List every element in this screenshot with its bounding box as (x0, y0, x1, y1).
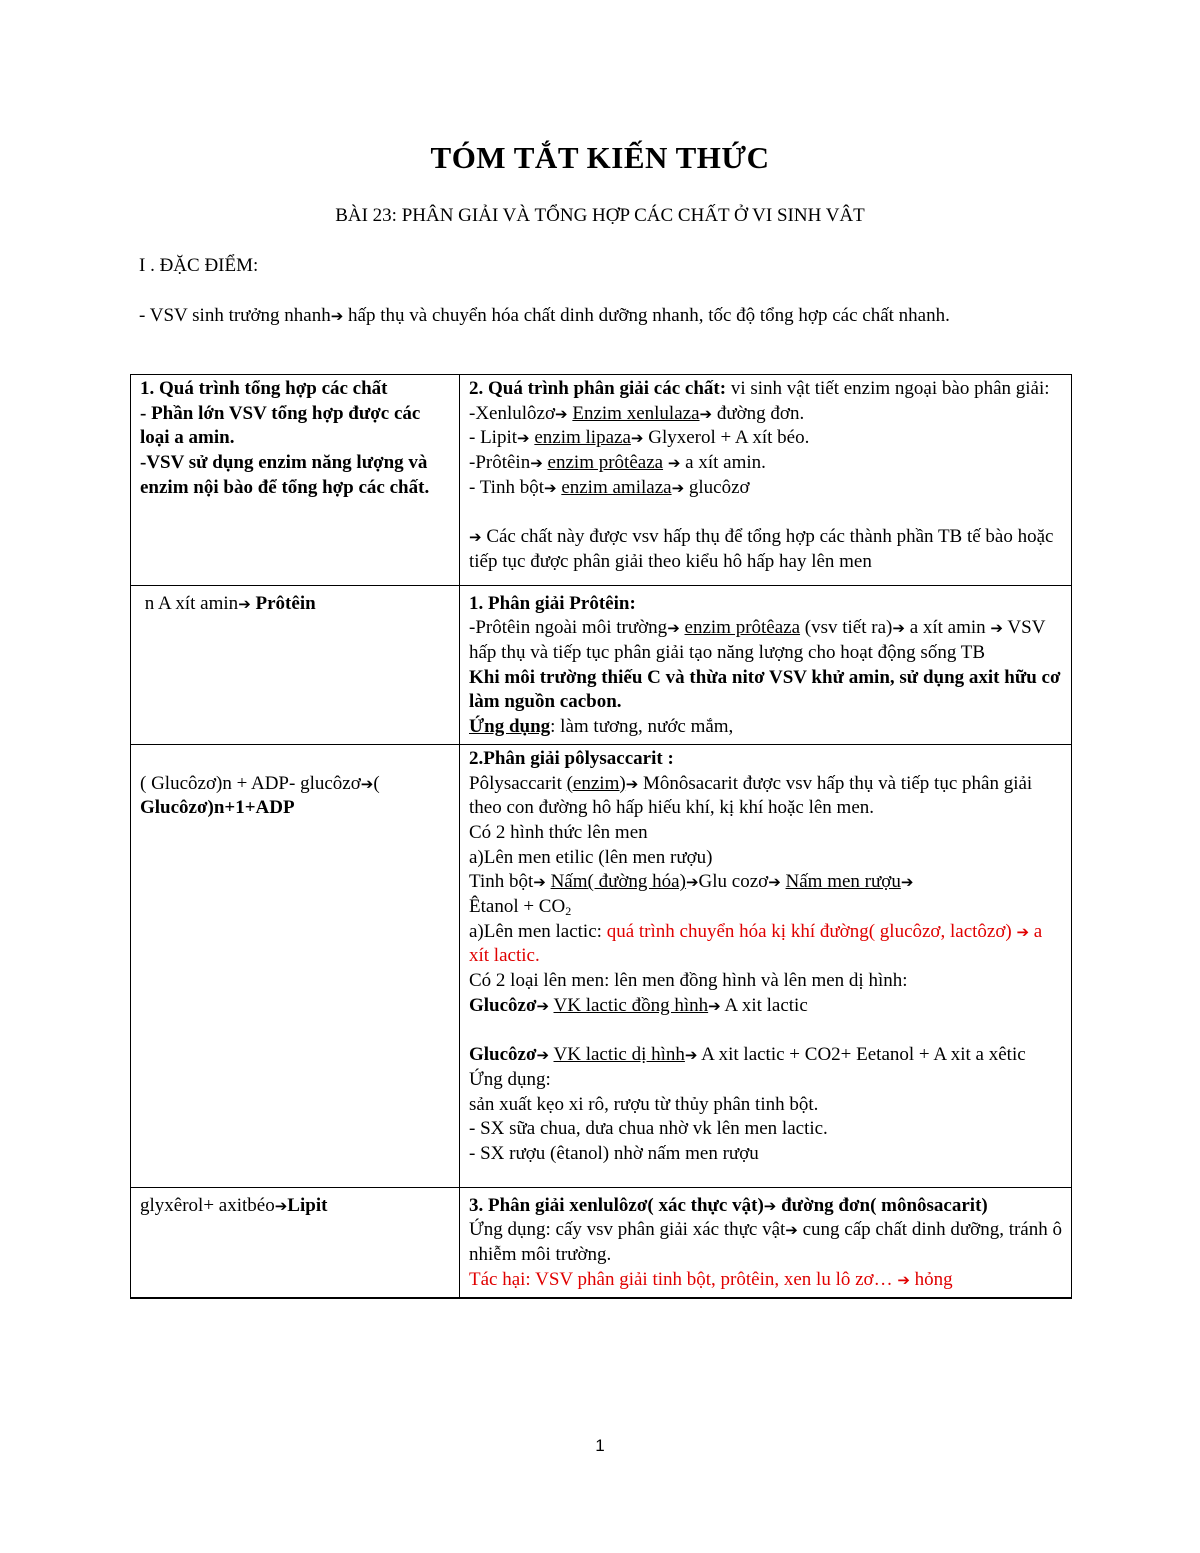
reaction-substrate: Tinh bột (469, 871, 534, 893)
synthesis-reactant: n A xít amin (144, 592, 239, 614)
synthesis-product: Lipit (287, 1194, 328, 1216)
reaction-enzyme: Enzim xenlulaza (572, 402, 700, 424)
table-cell-synthesis (131, 375, 460, 586)
table-cell-decomposition (460, 375, 1072, 586)
arrow-icon: ➔ (543, 478, 557, 497)
decomposition-text: Có 2 hình thức lên men (469, 821, 648, 843)
application-text (469, 1218, 1062, 1267)
synthesis-reactant: ( Glucôzơ)n + ADP- glucôzơ (140, 772, 361, 794)
reaction-enzyme: enzim amilaza (561, 476, 672, 498)
application-text: - SX rượu (êtanol) nhờ nấm men rượu (469, 1143, 759, 1165)
highlight-text: quá trình chuyển hóa kị khí đường( glucôzơ, lactôzơ) (606, 920, 1017, 942)
reaction-substrate: - Lipit (469, 427, 518, 449)
conclusion-text: Các chất này được vsv hấp thụ để tổng hợp các thành phần TB tế bào hoặc tiếp tục được phân giải theo kiểu hô hấp hay lên men (469, 526, 1054, 572)
arrow-icon: ➔ (763, 1196, 777, 1215)
arrow-icon: ➔ (667, 454, 681, 473)
application-label: Ứng dụng (469, 716, 551, 738)
decomposition-heading: 2. Quá trình phân giải các chất: (469, 378, 727, 399)
text-part: a)Lên men lactic: (469, 920, 607, 942)
arrow-icon: ➔ (708, 996, 721, 1015)
reaction-product: Êtanol + CO (469, 896, 566, 918)
decomposition-heading: 1. Phân giải Prôtêin: (469, 592, 636, 614)
decomposition-text: a)Lên men etilic (lên men rượu) (469, 846, 713, 868)
arrow-icon: ➔ (897, 1270, 910, 1289)
decomposition-text: Có 2 loại lên men: lên men đồng hình và lên men dị hình: (469, 970, 908, 992)
spacer (469, 575, 1062, 581)
reaction-enzyme: VK lactic dị hình (553, 1044, 685, 1066)
arrow-icon: ➔ (630, 429, 644, 448)
intro-text-part: - VSV sinh trưởng nhanh (139, 305, 331, 326)
application-text: sản xuất kẹo xi rô, rượu từ thủy phân tinh bột. (469, 1093, 819, 1115)
arrow-icon: ➔ (238, 594, 251, 613)
reaction-enzyme: Nấm( đường hóa) (550, 871, 686, 893)
spacer (140, 747, 450, 772)
decomposition-text (469, 616, 1062, 665)
arrow-icon: ➔ (671, 478, 685, 497)
reaction-enzyme: VK lactic đồng hình (553, 994, 709, 1016)
text-part: Tác hại: VSV phân giải tinh bột, prôtêin, xen lu lô zơ… (469, 1268, 898, 1290)
arrow-icon: ➔ (555, 404, 568, 423)
arrow-icon: ➔ (530, 454, 543, 473)
lesson-title: BÀI 23: PHÂN GIẢI VÀ TỔNG HỢP CÁC CHẤT Ở VI SINH VÂT (335, 205, 865, 226)
reaction-line (469, 476, 1062, 501)
reaction-substrate: Glucôzơ (469, 994, 537, 1016)
arrow-icon: ➔ (892, 619, 905, 638)
reaction-product: Glyxerol + A xít béo. (643, 427, 810, 449)
table-cell-decomposition (460, 585, 1072, 744)
table-row (131, 375, 1072, 586)
synthesis-heading: 1. Quá trình tổng hợp các chất (140, 378, 388, 399)
synthesis-reaction (140, 592, 450, 617)
reaction-product: a xít amin. (680, 452, 766, 474)
synthesis-reaction (140, 1194, 450, 1219)
table-cell-synthesis (131, 585, 460, 744)
reaction-substrate: -Xenlulôzơ (469, 402, 556, 424)
table-row (131, 585, 1072, 744)
text-part: Pôlysaccarit (469, 772, 567, 794)
subscript: 2 (565, 904, 572, 919)
decomposition-heading: 2.Phân giải pôlysaccarit : (469, 747, 674, 769)
text-part: hỏng (909, 1268, 953, 1290)
synthesis-reactant: glyxêrol+ axitbéo (140, 1194, 275, 1216)
decomposition-heading-line (469, 377, 1062, 402)
reaction-enzyme: enzim prôtêaza (547, 452, 664, 474)
reaction-line (469, 426, 1062, 451)
arrow-icon: ➔ (533, 873, 546, 892)
arrow-icon: ➔ (685, 873, 699, 892)
arrow-icon: ➔ (990, 619, 1003, 638)
reaction-line (469, 402, 1062, 427)
table-cell-synthesis (131, 744, 460, 1187)
arrow-icon: ➔ (360, 774, 374, 793)
decomposition-note: Khi môi trường thiếu C và thừa nitơ VSV khử amin, sử dụng axit hữu cơ làm nguồn cacbon. (469, 666, 1061, 713)
decomposition-heading-tail: vi sinh vật tiết enzim ngoại bào phân giải: (726, 378, 1050, 399)
reaction-product: A xit lactic + CO2+ Eetanol + A xit a xêtic (697, 1044, 1026, 1066)
text-part: a xít amin (904, 617, 991, 639)
arrow-icon: ➔ (900, 873, 914, 892)
arrow-icon: ➔ (536, 996, 550, 1015)
text-part: (vsv tiết ra) (800, 617, 893, 639)
synthesis-point: - Phần lớn VSV tổng hợp được các loại a amin. (140, 402, 421, 449)
harm-text (469, 1268, 1062, 1293)
reaction-product: đường đơn. (712, 402, 805, 424)
arrow-icon: ➔ (699, 404, 713, 423)
reaction-enzyme: Nấm men rượu (785, 871, 901, 893)
reaction-substrate: - Tinh bột (469, 476, 544, 498)
section-heading: I . ĐẶC ĐIỂM: (139, 255, 259, 276)
table-cell-decomposition (460, 1187, 1072, 1297)
reaction-enzyme: enzim lipaza (534, 427, 631, 449)
decomposition-text (469, 772, 1062, 821)
application-text: - SX sữa chua, dưa chua nhờ vk lên men lactic. (469, 1118, 828, 1140)
arrow-icon: ➔ (684, 1046, 698, 1065)
spacer (469, 1167, 1062, 1183)
intro-text-part: hấp thụ và chuyển hóa chất dinh dưỡng nhanh, tốc độ tổng hợp các chất nhanh. (343, 305, 950, 326)
table-cell-synthesis (131, 1187, 460, 1297)
decomposition-text (469, 920, 1062, 969)
text-part: -Prôtêin ngoài môi trường (469, 617, 668, 639)
reaction-substrate: -Prôtêin (469, 452, 531, 474)
application-line (469, 715, 1062, 740)
synthesis-reaction (140, 772, 450, 821)
heading-part: 3. Phân giải xenlulôzơ( xác thực vật) (469, 1194, 764, 1216)
arrow-icon: ➔ (785, 1221, 798, 1240)
arrow-icon: ➔ (625, 774, 639, 793)
arrow-icon: ➔ (1016, 922, 1030, 941)
reaction-line (469, 451, 1062, 476)
highlight-text: a xít lactic. (469, 920, 1043, 967)
application-label: Ứng dụng: (469, 1068, 551, 1090)
arrow-icon: ➔ (536, 1046, 550, 1065)
page-title: TÓM TẮT KIẾN THỨC (430, 140, 770, 175)
text-part: Ứng dụng: cấy vsv phân giải xác thực vật (469, 1219, 786, 1241)
arrow-icon: ➔ (517, 429, 530, 448)
heading-part: đường đơn( mônôsacarit) (776, 1194, 988, 1216)
summary-table (130, 374, 1072, 1299)
text-part: Mônôsacarit được vsv hấp thụ và tiếp tục phân giải theo con đường hô hấp hiếu khí, kị khí hoặc lên men. (469, 772, 1033, 819)
reaction-intermediate: Glu cozơ (698, 871, 769, 893)
text-part: cung cấp chất dinh dưỡng, tránh ô nhiễm môi trường. (469, 1219, 1062, 1266)
reaction-enzyme: (enzim) (566, 772, 626, 794)
reaction-line (469, 1043, 1062, 1068)
page-number: 1 (595, 1436, 605, 1455)
table-cell-decomposition (460, 744, 1072, 1187)
application-text: : làm tương, nước mắm, (550, 716, 734, 738)
reaction-product: glucôzơ (684, 476, 750, 498)
reaction-enzyme: enzim prôtêaza (684, 617, 801, 639)
synthesis-point: -VSV sử dụng enzim năng lượng và enzim nội bào để tổng hợp các chất. (140, 452, 430, 498)
arrow-icon: ➔ (330, 307, 344, 325)
decomposition-heading (469, 1194, 1062, 1219)
reaction-substrate: Glucôzơ (469, 1044, 537, 1066)
table-row (131, 1187, 1072, 1297)
synthesis-reactant: ( (373, 772, 380, 794)
arrow-icon: ➔ (768, 873, 781, 892)
reaction-line (469, 870, 1062, 919)
arrow-icon: ➔ (469, 528, 482, 547)
arrow-icon: ➔ (667, 619, 680, 638)
spacer (469, 1019, 1062, 1044)
text-part: VSV hấp thụ và tiếp tục phân giải tạo năng lượng cho hoạt động sống TB (469, 617, 1046, 664)
reaction-product: A xit lactic (720, 994, 808, 1016)
synthesis-product: Prôtêin (250, 592, 316, 614)
table-row (131, 744, 1072, 1187)
synthesis-product: Glucôzơ)n+1+ADP (140, 797, 295, 819)
reaction-line (469, 994, 1062, 1019)
arrow-icon: ➔ (274, 1196, 288, 1215)
conclusion-line (469, 525, 1062, 574)
intro-paragraph (139, 302, 1039, 330)
spacer (469, 501, 1062, 526)
